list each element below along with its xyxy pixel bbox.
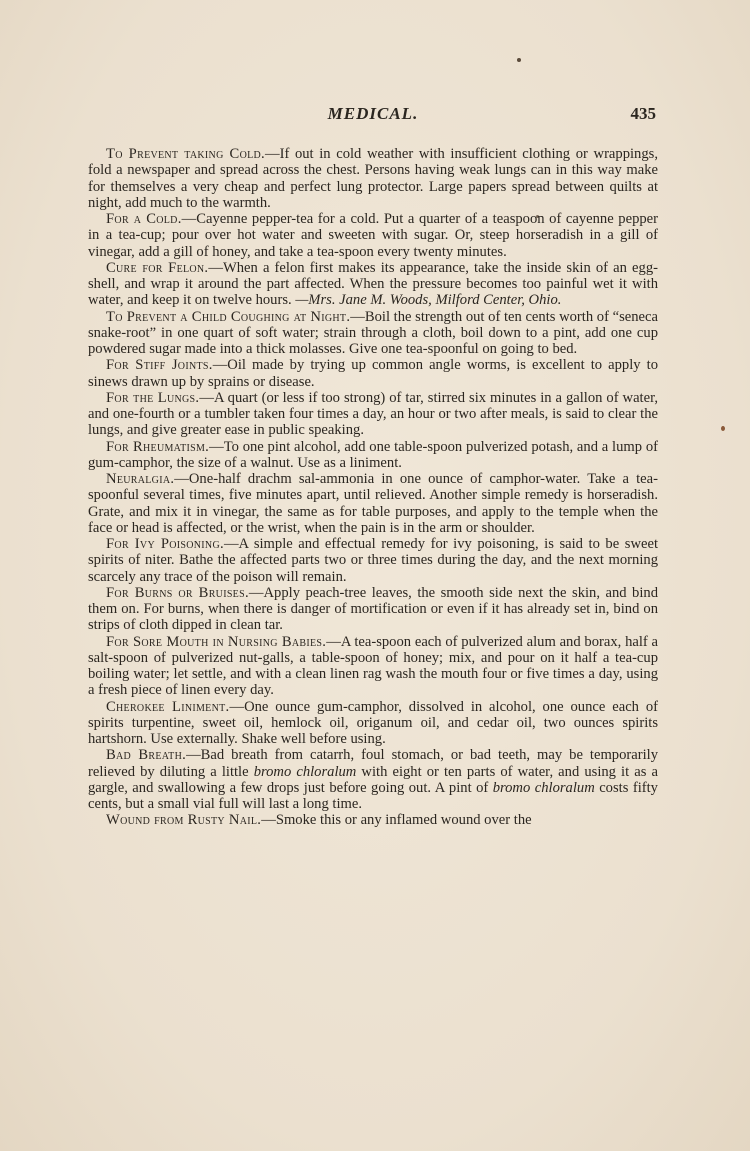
entry-italic-term: bromo chloralum — [253, 763, 357, 780]
entry-body: —Cayenne pepper-tea for a cold. Put a quarter of a teaspoon of cayenne pepper in a tea-cup; pour over hot water and sweeten with sugar. Or, steep horseradish in a gill of vinegar, add a gill of honey, and take a tea-spoon every twenty minutes. — [88, 211, 658, 260]
entry-attribution: —Mrs. Jane M. Woods, Milford Center, Ohio. — [295, 292, 562, 309]
entry-body: —Boil the strength out of ten cents worth of “seneca snake-root” in one quart of soft water; strain through a cloth, boil down to a pint, add one cup powdered sugar made into a thick molasses. Give one tea-spoonful on going to bed. — [88, 308, 658, 357]
entry-heading: For Sore Mouth in Nursing Babies. — [106, 633, 327, 650]
entry-body: —To one pint alcohol, add one table-spoon pulverized potash, and a lump of gum-camphor, the size of a walnut. Use as a liniment. — [88, 438, 658, 471]
entry-heading: For a Cold. — [106, 211, 182, 227]
entry-heading: Cure for Felon. — [106, 259, 209, 276]
entry-heading: For Rheumatism. — [106, 438, 210, 455]
entry-body-tail: costs fifty cents, but a small vial full will last a long time. — [88, 779, 658, 812]
entry-heading: Wound from Rusty Nail. — [106, 812, 262, 829]
entry-prevent-cold — [88, 146, 658, 211]
entry-body: —A simple and effectual remedy for ivy poisoning, is said to be sweet spirits of niter. Bathe the affected parts two or three times during the day, and the next morning scarcely any trace of the poison will remain. — [88, 536, 658, 585]
ink-speck — [517, 58, 521, 62]
entry-body: —Bad breath from catarrh, foul stomach, or bad teeth, may be temporarily relieved by diluting a little — [88, 747, 658, 780]
entry-body: —When a felon first makes its appearance, take the inside skin of an egg-shell, and wrap it around the part affected. When the pressure becomes too painful wet it with water, and keep it on twelve hours. — [88, 259, 658, 309]
entry-for-cold — [88, 211, 658, 260]
entry-bad-breath — [88, 747, 658, 812]
entry-ivy-poisoning — [88, 536, 658, 585]
entry-stiff-joints — [88, 357, 658, 390]
entry-rheumatism — [88, 439, 658, 472]
entry-cherokee-liniment — [88, 699, 658, 748]
entry-felon — [88, 260, 658, 309]
entry-body: —If out in cold weather with insufficient clothing or wrappings, fold a newspaper and spread across the chest. Persons having weak lungs can in this way make for themselves a very cheap and perfect lung protector. Large papers spread between quilts at night, add much to the warmth. — [88, 146, 658, 211]
entry-body: —A tea-spoon each of pulverized alum and borax, half a salt-spoon of pulverized nut-galls, a table-spoon of honey; mix, and pour on it half a tea-cup boiling water; let settle, and with a clean linen rag wash the mouth four or five times a day, using a fresh piece of linen every day. — [88, 633, 659, 699]
ink-speck — [721, 426, 725, 431]
entry-rusty-nail — [88, 812, 658, 828]
entry-body: —Oil made by trying up common angle worms, is excellent to apply to sinews drawn up by sprains or disease. — [88, 357, 659, 390]
entry-body: —Smoke this or any inflamed wound over the — [261, 812, 532, 829]
entry-body: —Apply peach-tree leaves, the smooth side next the skin, and bind them on. For burns, when there is danger of mortification or even if it has already set in, bind on strips of cloth dipped in clean tar. — [88, 584, 658, 634]
entry-sore-mouth — [88, 634, 658, 699]
entry-body: —One ounce gum-camphor, dissolved in alcohol, one ounce each of spirits turpentine, sweet oil, hemlock oil, origanum oil, and cedar oil, two ounces spirits hartshorn. Use externally. Shake well before using. — [88, 698, 659, 747]
page-number: 435 — [630, 104, 656, 123]
running-title: MEDICAL. — [327, 104, 419, 123]
entry-heading: Bad Breath. — [106, 747, 187, 764]
entry-child-coughing — [88, 309, 658, 358]
entry-heading: Cherokee Liniment. — [106, 698, 230, 715]
page-header — [88, 104, 658, 130]
entry-heading: For Stiff Joints. — [106, 357, 213, 374]
entry-burns-bruises — [88, 585, 658, 634]
entry-heading: To Prevent taking Cold. — [106, 146, 265, 162]
body-text — [88, 146, 658, 829]
entry-body: —One-half drachm sal-ammonia in one ounce of camphor-water. Take a tea-spoonful several times, five minutes apart, until relieved. Another simple remedy is horseradish. Grate, and mix it in vinegar, the same as for table purposes, and apply to the temple when the face or head is affected, or the wrist, when the pain is in the arm or shoulder. — [88, 471, 658, 536]
entry-body: —A quart (or less if too strong) of tar, stirred six minutes in a gallon of water, and one-fourth or a tumbler taken four times a day, an hour or two after meals, is said to clear the lungs, and give greater ease in public speaking. — [88, 389, 659, 439]
entry-heading: Neuralgia. — [106, 471, 175, 487]
entry-heading: For Ivy Poisoning. — [106, 536, 224, 552]
entry-heading: For Burns or Bruises. — [106, 584, 249, 601]
entry-neuralgia — [88, 471, 658, 536]
entry-heading: For the Lungs. — [106, 389, 200, 406]
entry-lungs — [88, 390, 658, 439]
entry-heading: To Prevent a Child Coughing at Night. — [106, 308, 351, 325]
entry-italic-term: bromo chloralum — [492, 779, 595, 796]
entry-body-cont: with eight or ten parts of water, and using it as a gargle, and swallowing a few drops just before going out. A pint of — [88, 763, 658, 796]
